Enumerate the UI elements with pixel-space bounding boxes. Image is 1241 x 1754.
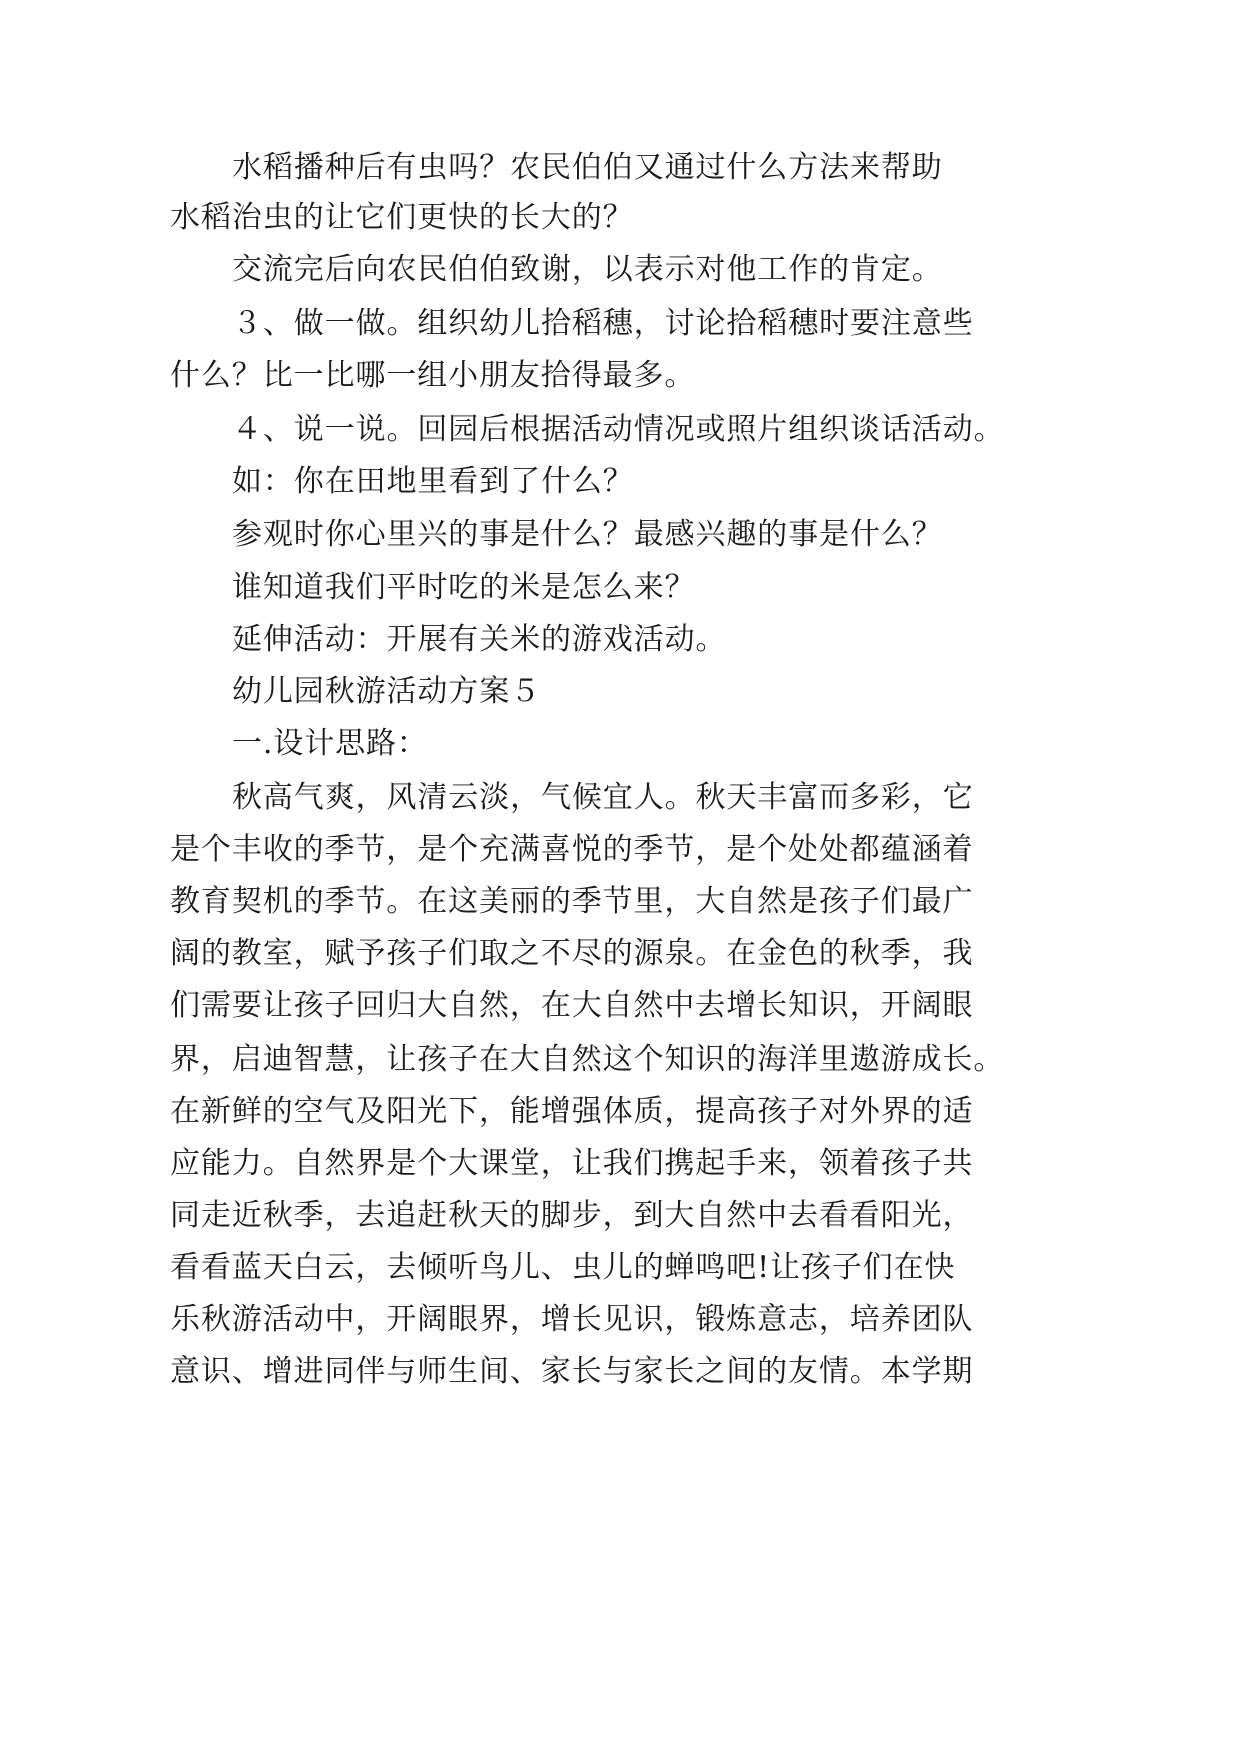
text-line: 界，启迪智慧，让孩子在大自然这个知识的海洋里遨游成长。 — [170, 1042, 1005, 1077]
text-line: 同走近秋季，去追赶秋天的脚步，到大自然中去看看阳光， — [170, 1198, 974, 1233]
subsection-heading: 一.设计思路： — [232, 726, 428, 761]
text-line: 教育契机的季节。在这美丽的季节里，大自然是孩子们最广 — [170, 884, 974, 919]
text-line: ３、做一做。组织幼儿拾稻穗，讨论拾稻穗时要注意些 — [232, 306, 974, 341]
text-line: 参观时你心里兴的事是什么？最感兴趣的事是什么？ — [232, 517, 943, 552]
text-line: 交流完后向农民伯伯致谢，以表示对他工作的肯定。 — [232, 252, 943, 287]
text-line: 延伸活动：开展有关米的游戏活动。 — [232, 622, 727, 657]
text-line: 们需要让孩子回归大自然，在大自然中去增长知识，开阔眼 — [170, 988, 974, 1023]
text-line: 看看蓝天白云，去倾听鸟儿、虫儿的蝉鸣吧!让孩子们在快 — [170, 1250, 956, 1285]
text-line: 乐秋游活动中，开阔眼界，增长见识，锻炼意志，培养团队 — [170, 1302, 974, 1337]
text-line: 水稻治虫的让它们更快的长大的？ — [170, 200, 634, 235]
text-line: 什么？比一比哪一组小朋友拾得最多。 — [170, 358, 696, 393]
text-line: 应能力。自然界是个大课堂，让我们携起手来，领着孩子共 — [170, 1146, 974, 1181]
text-line: 是个丰收的季节，是个充满喜悦的季节，是个处处都蕴涵着 — [170, 832, 974, 867]
text-line: 意识、增进同伴与师生间、家长与家长之间的友情。本学期 — [170, 1354, 974, 1389]
text-line: 如：你在田地里看到了什么？ — [232, 464, 634, 499]
text-line: 阔的教室，赋予孩子们取之不尽的源泉。在金色的秋季，我 — [170, 936, 974, 971]
text-line: ４、说一说。回园后根据活动情况或照片组织谈话活动。 — [232, 412, 1005, 447]
section-heading: 幼儿园秋游活动方案５ — [232, 674, 541, 709]
text-line: 秋高气爽，风清云淡，气候宜人。秋天丰富而多彩，它 — [232, 780, 974, 815]
text-line: 在新鲜的空气及阳光下，能增强体质，提高孩子对外界的适 — [170, 1094, 974, 1129]
text-line: 谁知道我们平时吃的米是怎么来？ — [232, 570, 696, 605]
text-line: 水稻播种后有虫吗？农民伯伯又通过什么方法来帮助 — [232, 150, 943, 185]
